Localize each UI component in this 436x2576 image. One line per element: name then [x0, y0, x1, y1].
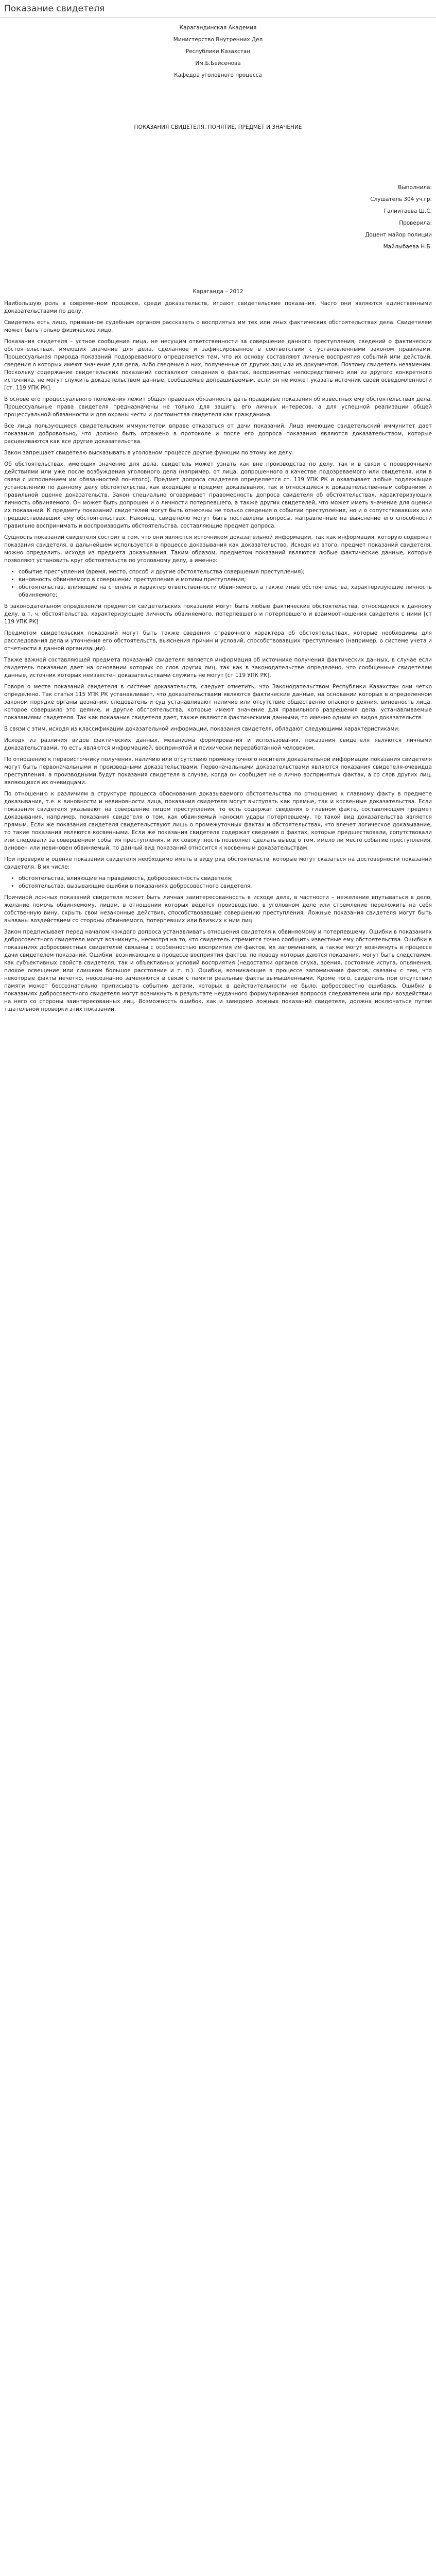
paragraph: Свидетель есть лицо, призванное судебным органом рассказать о восприятых им тех или иных фактических обстоятельствах дела. Свидетелем может быть только физическое лицо.: [4, 319, 432, 333]
paragraph: В основе его процессуального положения лежит общая правовая обязанность дать правдивые показания об известных ему обстоятельствах дела. Процессуальные права свидетеля предназначены не только для защиты его личных интересов, а для успешной реализации общей процессуальной обязанности и для охраны чести и достоинства свидетеля как гражданина.: [4, 396, 432, 418]
header-line: Кафедра уголовного процесса: [174, 72, 262, 78]
paragraph: Показания свидетеля – устное сообщение лица, не несущим ответственности за совершение данного преступления, сведений о фактических обстоятельствах, имеющих значение для дела, сделанное и зафиксированное в соответствии с установленными законом правилами. Процессуальная природа показаний подозреваемого определяется тем, что их основу составляют личные восприятия событий или действий, сведения о которых имеют значение для дела, либо сведения о них, полученные от других лиц или из документов. Поэтому свидетель незаменим. Поскольку содержание свидетельских показаний составляют сведения о фактах, воспринятых непосредственно или из другого конкретного источника, не могут служить доказательством данные, сообщаемые допрашиваемым, если он не может указать источник своей осведомленности [ст. 119 УПК РК].: [4, 338, 432, 391]
paragraph: Все лица пользующиеся свидетельским иммунитетом вправе отказаться от дачи показаний. Лица имеющие свидетельский иммунитет дает показания добровольно, что должно быть отражено в протоколе и после его допроса показания являются доказательством, которые расцениваются как все другие доказательства.: [4, 423, 432, 445]
header-block: [4, 24, 432, 79]
header-line: Им.Б.Бейсенова: [195, 60, 241, 66]
signature-line: Слушатель 304 уч.гр.: [370, 196, 432, 202]
paragraph: В связи с этим, исходя из классификации доказательной информации, показания свидетеля, обладают следующими характеристиками:: [4, 726, 400, 732]
paragraph: Предметом свидетельских показаний могут быть также сведения справочного характера об обстоятельствах, которые необходимы для расследования дела и уточнения его обстоятельств, выяснения причин и условий, способствовавших преступлению (например, о системе учета и отчетности в данной организации).: [4, 630, 432, 652]
signature-line: Проверила:: [399, 220, 432, 226]
document-page: [0, 18, 436, 1013]
signature-line: Выполнила:: [398, 184, 432, 191]
list-item: • виновность обвиняемого в совершении преступления и мотивы преступления;: [19, 576, 432, 584]
paragraph: Закон предписывает перед началом каждого допроса устанавливать отношения свидетеля к обвиняемому и потерпевшему. Ошибки в показаниях добросовестного свидетеля могут возникнуть, несмотря на то, что свидетель стремится точно сообщить известные ему обстоятельства. Ошибки в показаниях добросовестных свидетелей связаны с особенностью восприятия им фактов, их запоминания, а также могут возникнуть в процессе дачи свидетелем показаний. Ошибки, возникающие в процессе восприятия фактов, по поводу которых даются показания, могут быть следствием, как субъективных свойств свидетеля, так и объективных условий восприятия (недостатки органов слуха, зрения, состояние испуга, опьянения, плохое освещение или слишком большое расстояние и т. п.). Ошибки, возникающие в процессе запоминания фактов, связаны с тем, что некоторые факты нечетко, неосознанно заменяются в связи с памяти реальные факты вымышленными. Кроме того, свидетель при отсутствии памяти может бессознательно приписывать событию детали, которых в действительности не было, добросовестно ошибаясь. Ошибки в показаниях добросовестного свидетеля могут возникнуть в результате неудачного формулирования вопросов следователем или при воздействии на него со стороны заинтересованных лиц. Возможность ошибок, как и заведомо ложных показаний свидетеля, должна исключаться путем тщательной проверки этих показаний.: [4, 929, 432, 1012]
paragraph: Сущность показаний свидетеля состоит в том, что они являются источником доказательной информации, так как информация, которую содержат показания свидетеля, в дальнейшем используется в процессе доказывания как доказательство. Исходя из этого, предмет показаний свидетеля, можно определить, исходя из предмета доказывания. Таким образом, предметом показаний являются любые фактические данные, которые позволяют установить круг обстоятельств по уголовному делу, а именно:: [4, 534, 432, 564]
bullet-list: [4, 568, 432, 599]
paragraph: Наибольшую роль в современном процессе, среди доказательств, играют свидетельские показания. Часто они являются единственными доказательствами по делу.: [4, 300, 432, 314]
signature-line: Майлыбаева Н.Б.: [383, 244, 432, 250]
window-title: Показание свидетеля: [4, 4, 105, 14]
paragraph: Исходя из различия видов фактических данных, механизма формирования и использования, показания свидетеля являются личными доказательствами, то есть являются информацией, воспринятой и психически переработанной человеком.: [4, 737, 432, 751]
header-line: Карагандинская Академия: [179, 25, 257, 31]
paragraph: При проверке и оценке показаний свидетеля необходимо иметь в виду ряд обстоятельств, которые могут сказаться на достоверности показаний свидетеля. В их числе:: [4, 856, 432, 870]
city-year: Караганда – 2012: [193, 289, 243, 295]
paragraph: Причиной ложных показаний свидетеля может быть личная заинтересованность в исходе дела, в частности – нежелание впутываться в дело, желание помочь обвиняемому, лицам, в отношении которых ведется производство, в уголовном деле или стремление переложить на себя собственную вину, скрыть свои незаконные действия, способствовавшие совершению преступления. Ложные показания свидетеля могут быть вызваны воздействием со стороны обвиняемого, потерпевших или близких к ним лиц.: [4, 894, 432, 924]
paragraph: По отношению к различиям в структуре процесса обоснования доказываемого обстоятельства по отношению к главному факту в предмете доказывания, т.е. к виновности и невиновности лица, показания свидетеля могут выступать как прямые, так и косвенные доказательства. Если показания свидетеля указывают на совершение лицом преступления, то есть содержат сведения о главном факте, составляющем предмет доказывания, например, показания свидетеля о том, как обвиняемый наносил удары потерпевшему, то такой вид доказательства является прямым. Если же показания свидетеля свидетельствуют лишь о промежуточных фактах и обстоятельствах, что влечет логическое доказывание, то такие показания являются косвенными. Если же показания свидетеля содержат сведения о фактах, которые предшествовали, сопутствовали или следовали за совершением события преступления, и их совокупность позволяет сделать вывод о том, имело ли место событие преступления, виновен или невиновен обвиняемый, то данный вид показаний относится к косвенным доказательствам.: [4, 791, 432, 851]
paragraph: Также важной составляющей предмета показаний свидетеля является информация об источнике получения фактических данных, в случае если свидетель показания дает на основании которых со слов других лиц, так как в законодательстве определено, что сообщенные свидетелем данные, источник которых неизвестен доказательствами служить не могут [ст 119 УПК РК].: [4, 657, 432, 679]
window-titlebar: [0, 0, 436, 18]
doc-title: ПОКАЗАНИЯ СВИДЕТЕЛЯ. ПОНЯТИЕ, ПРЕДМЕТ И ЗНАЧЕНИЕ: [134, 124, 302, 130]
paragraph: Об обстоятельствах, имеющих значение для дела, свидетель может узнать как вне производства по делу, так и в связи с проверочными действиями или уже после возбуждения уголовного дела (например, от лица, допрошенного в качестве подозреваемого или свидетеля, или в связи с исполнением им обязанностей понятого). Предмет допроса свидетеля определяется ст. 119 УПК РК и охватывает любые подлежащие установлению по данному делу обстоятельства, как входящие в предмет доказывания, так и относящиеся к доказательственным собраниям и правильной оценке доказательств. Закон специально оговаривает правомерность допроса свидетеля об обстоятельствах, характеризующих личность обвиняемого. Он может быть допрошен и о личности потерпевшего, а также других свидетелей, что может иметь значение для оценки их показаний. К предмету показаний свидетелей могут быть отнесены не только сведения о событии преступления, но и о сопутствовавших или предшествовавших ему обстоятельствах. Наконец, свидетелю могут быть поставлены вопросы, направленные на выяснение его способности правильно воспринимать и воспроизводить обстоятельства, составляющие предмет допроса.: [4, 461, 432, 529]
signature-block: [4, 184, 432, 251]
header-line: Министерство Внутренних Дел: [173, 37, 263, 43]
signature-line: Доцент майор полиции: [365, 232, 432, 238]
paragraph: По отношению к первоисточнику получения, наличию или отсутствию промежуточного носителя доказательной информации показания свидетеля могут быть первоначальными и производными доказательствами. Первоначальными доказательствами являются показания свидетеля-очевидца преступления, а производными будут показания свидетеля в случае, когда он сообщает не о лично воспринятых фактах, а со слов других лиц, являющихся их очевидцами.: [4, 756, 432, 786]
paragraph: В законодательном определении предметом свидетельских показаний могут быть любые фактические обстоятельства, относящиеся к данному делу, в т. ч. обстоятельства, характеризующие личность обвиняемого, потерпевшего и потерпевшего и взаимоотношения свидетеля с ними [ст 119 УПК РК]: [4, 603, 432, 625]
list-item: • обстоятельства, влияющие на правдивость, добросовестность свидетеля;: [19, 875, 432, 883]
header-line: Республики Казахстан: [185, 48, 251, 55]
paragraph: Говоря о месте показаний свидетеля в системе доказательств, следует отметить, что Законодательством Республики Казахстан они четко определено. Так статья 115 УПК РК устанавливает, что доказательствами являются фактические данные, на основании которых в определенном законом порядке органы дознания, следователь и суд устанавливают наличие или отсутствие общественно опасного деяния, виновность лица, которое совершило это деяние, и другие обстоятельства, которые имеют значение для правильного разрешения дела, устанавливаемые показаниями свидетеля. Так как показания свидетеля дает, также являются фактическими данными, то именно одним из видов доказательств.: [4, 684, 432, 721]
bullet-list: [4, 875, 432, 890]
list-item: • событие преступления (время, место, способ и другие обстоятельства совершения преступления);: [19, 568, 432, 576]
paragraph: Закон запрещает свидетелю высказывать в уголовном процессе другие функции по этому же делу.: [4, 450, 294, 456]
signature-line: Галиитаева Ш.С.: [383, 208, 432, 214]
list-item: • обстоятельства, вызывающие ошибки в показаниях добросовестного свидетеля.: [19, 883, 432, 890]
list-item: • обстоятельства, влияющие на степень и характер ответственности обвиняемого, а также иные обстоятельства, характеризующие личность обвиняемого;: [19, 584, 432, 599]
